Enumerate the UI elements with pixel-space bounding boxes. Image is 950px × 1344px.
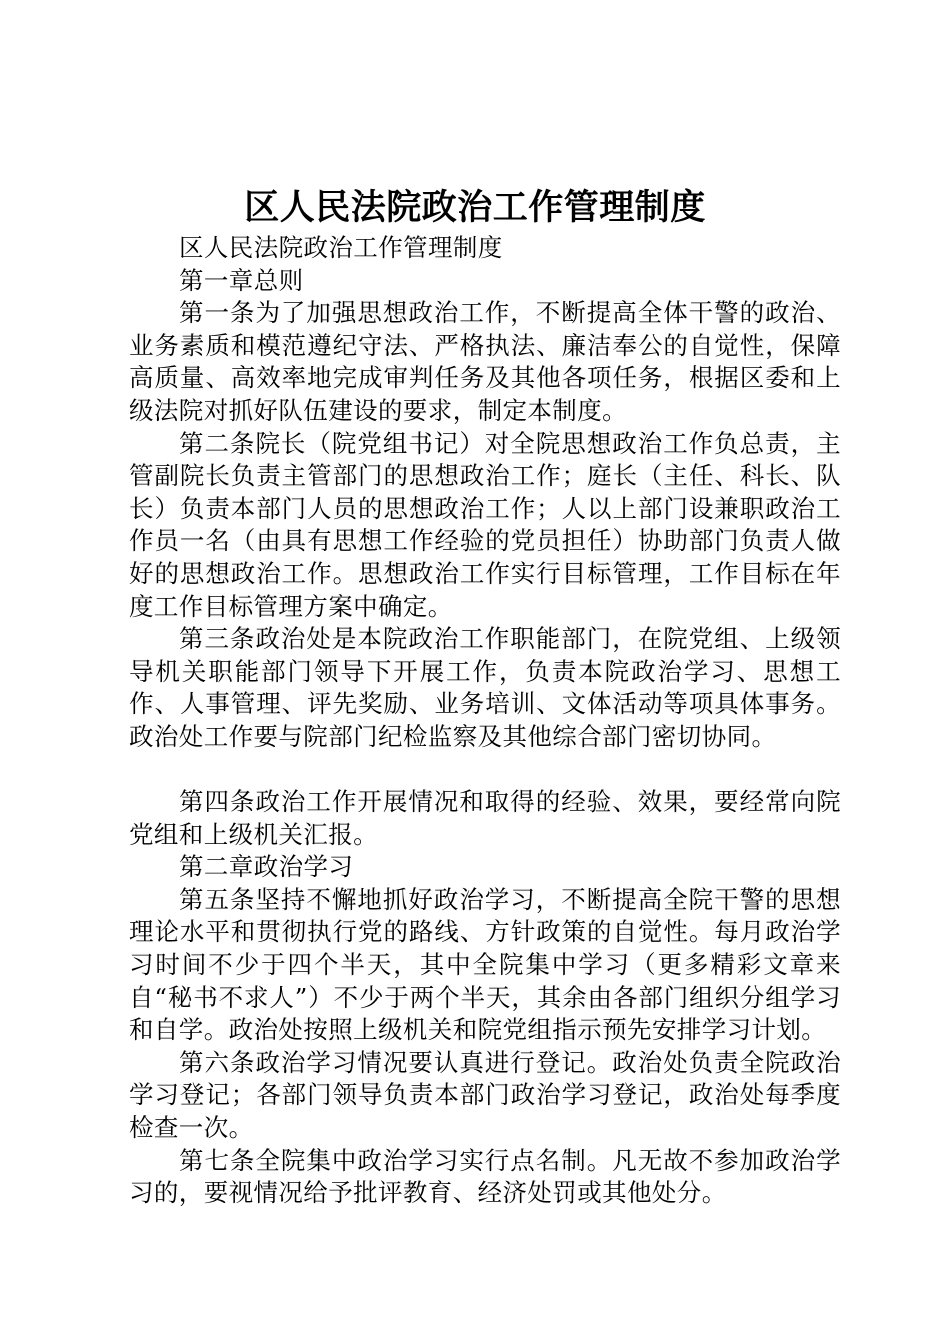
document-body (129, 232, 841, 1210)
paragraph-article-6: 第六条政治学习情况要认真进行登记。政治处负责全院政治学习登记；各部门领导负责本部门政治学习登记，政治处每季度检查一次。 (129, 1047, 841, 1143)
paragraph-subtitle: 区人民法院政治工作管理制度 (179, 233, 503, 262)
document-title: 区人民法院政治工作管理制度 (244, 188, 706, 228)
paragraph-article-1: 第一条为了加强思想政治工作，不断提高全体干警的政治、业务素质和模范遵纪守法、严格执法、廉洁奉公的自觉性，保障高质量、高效率地完成审判任务及其他各项任务，根据区委和上级法院对抓好队伍建设的要求，制定本制度。 (129, 298, 841, 425)
paragraph-article-2: 第二条院长（院党组书记）对全院思想政治工作负总责，主管副院长负责主管部门的思想政治工作；庭长（主任、科长、队长）负责本部门人员的思想政治工作；人以上部门设兼职政治工作员一名（由具有思想工作经验的党员担任）协助部门负责人做好的思想政治工作。思想政治工作实行目标管理，工作目标在年度工作目标管理方案中确定。 (129, 428, 841, 621)
paragraph-article-3: 第三条政治处是本院政治工作职能部门，在院党组、上级领导机关职能部门领导下开展工作，负责本院政治学习、思想工作、人事管理、评先奖励、业务培训、文体活动等项具体事务。政治处工作要与院部门纪检监察及其他综合部门密切协同。 (129, 624, 841, 751)
paragraph-article-7: 第七条全院集中政治学习实行点名制。凡无故不参加政治学习的，要视情况给予批评教育、经济处罚或其他处分。 (129, 1145, 841, 1208)
paragraph-article-5: 第五条坚持不懈地抓好政治学习，不断提高全院干警的思想理论水平和贯彻执行党的路线、方针政策的自觉性。每月政治学习时间不少于四个半天，其中全院集中学习（更多精彩文章来自“秘书不求人”）不少于两个半天，其余由各部门组织分组学习和自学。政治处按照上级机关和院党组指示预先安排学习计划。 (129, 884, 841, 1045)
paragraph-chapter-1-heading: 第一章总则 (179, 265, 304, 295)
paragraph-chapter-2-heading: 第二章政治学习 (179, 852, 354, 882)
paragraph-spacer (129, 754, 841, 787)
paragraph-article-4: 第四条政治工作开展情况和取得的经验、效果，要经常向院党组和上级机关汇报。 (129, 787, 841, 849)
